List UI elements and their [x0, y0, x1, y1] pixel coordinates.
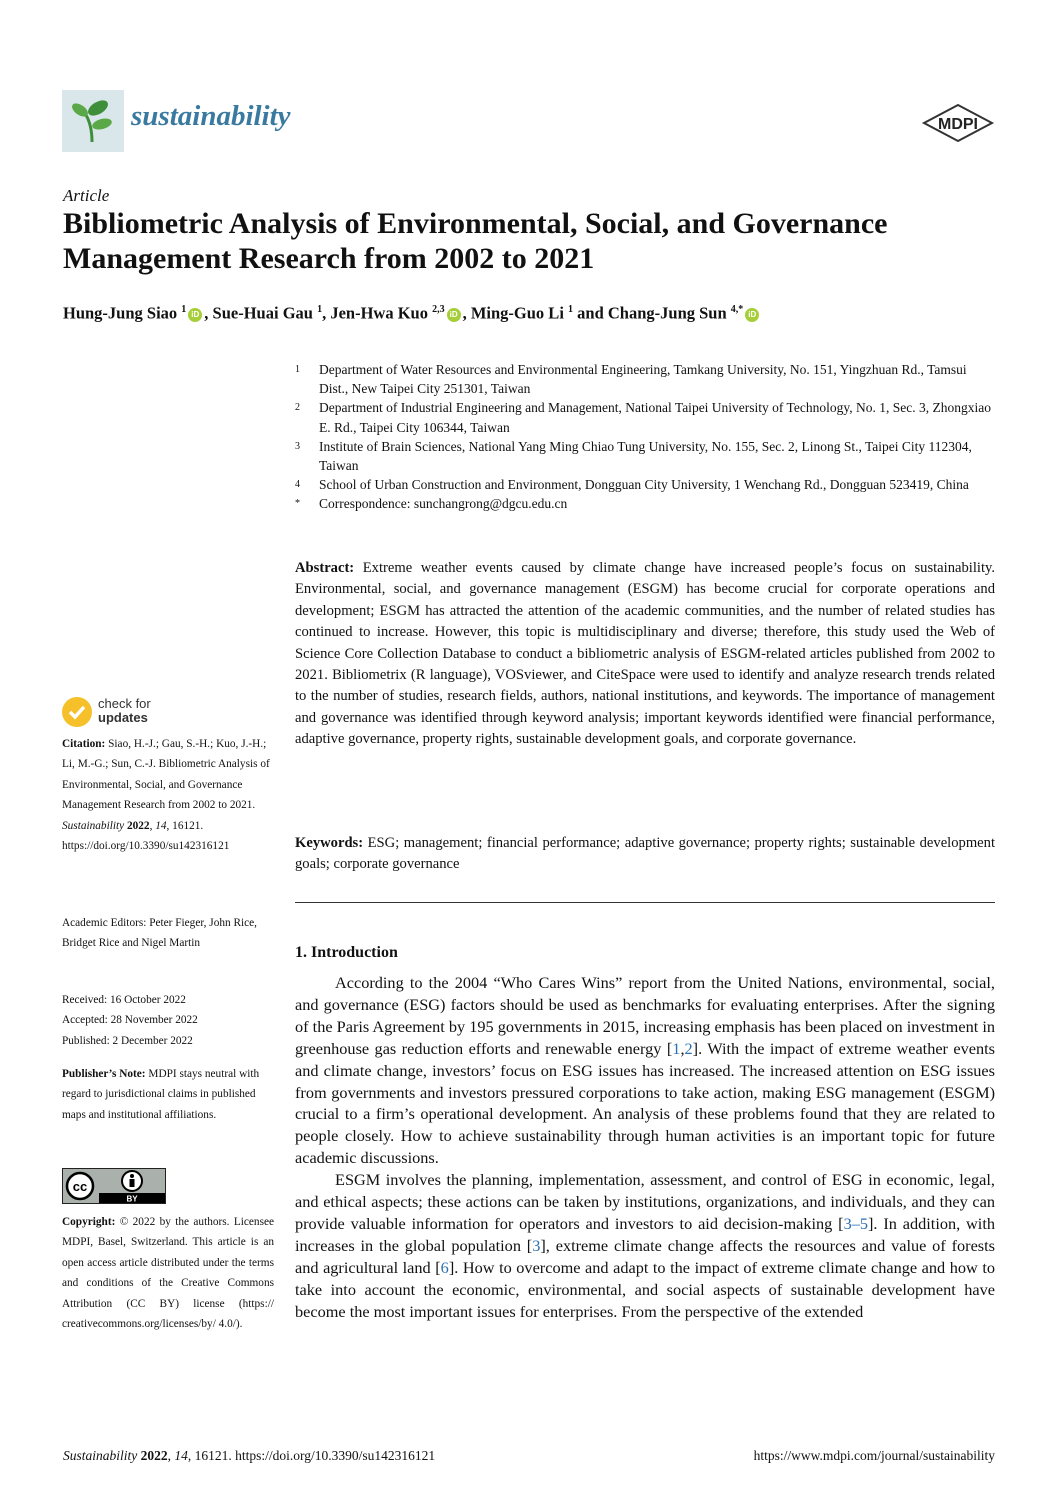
correspondence: [295, 494, 995, 513]
footer-year: 2022: [140, 1448, 168, 1463]
text-run: According to the 2004 “Who Cares Wins” report from the United Nations, environmental, social, and governance (ESG) factors should be used as benchmarks for evaluating enterprises. After the signing of the Paris Agreement by 195 governments in 2015, increasing emphasis has been placed on investment in greenhouse gas reduction efforts and renewable energy [: [295, 973, 995, 1058]
citation-volume: 14: [155, 819, 167, 832]
abstract-label: Abstract:: [295, 560, 355, 576]
copyright-notice: [62, 1212, 274, 1334]
author-sup: 4,*: [730, 304, 744, 315]
svg-text:cc: cc: [72, 1179, 88, 1194]
citation-doi[interactable]: , 16121. https://doi.org/10.3390/su142316121: [62, 819, 230, 853]
footer-journal: Sustainability: [63, 1448, 138, 1463]
check-line-1: check for: [98, 696, 151, 711]
affiliation: [295, 475, 995, 494]
author-list: Hung-Jung Siao $^1$ iD , Sue-Huai Gau $^1$, Jen-Hwa Kuo $^{2,3}$ iD , Ming-Guo Li $^1$ and Chang-Jung Sun $^{4,*}$ iD: [63, 299, 1003, 325]
correspondence-text[interactable]: Correspondence: sunchangrong@dgcu.edu.cn: [319, 496, 568, 512]
cc-by-license-badge[interactable]: [62, 1168, 166, 1204]
citation-text: Siao, H.-J.; Gau, S.-H.; Kuo, J.-H.; Li, M.-G.; Sun, C.-J. Bibliometric Analysis of Environmental, Social, and Governance Management Research from 2002 to 2021.: [62, 738, 270, 812]
leaf-icon: [62, 90, 124, 152]
affiliation-text: Institute of Brain Sciences, National Yang Ming Chiao Tung University, No. 155, Sec. 2, Linong St., Taipei City 112304, Taiwan: [319, 438, 972, 474]
mdpi-logo[interactable]: [921, 103, 995, 143]
affiliation-number: 4: [295, 479, 300, 491]
citation-link[interactable]: 6: [440, 1257, 449, 1277]
keywords: [295, 833, 995, 876]
affiliation-text: School of Urban Construction and Environment, Dongguan City University, 1 Wenchang Rd., Dongguan 523419, China: [319, 477, 969, 493]
footer-journal-url[interactable]: https://www.mdpi.com/journal/sustainability: [753, 1448, 995, 1463]
article-type: Article: [63, 186, 110, 205]
journal-name[interactable]: sustainability: [131, 100, 291, 132]
accepted-date: Accepted: 28 November 2022: [62, 1014, 198, 1027]
affiliation: [295, 360, 995, 398]
citation-link[interactable]: 3–5: [843, 1213, 869, 1233]
author-sup: 1: [181, 304, 187, 315]
text-run: ]. How to overcome and adapt to the impact of extreme climate change and how to take into account the economic, environmental, and social aspects of sustainable development have become the most important issues for enterprises. From the perspective of the extended: [295, 1257, 995, 1321]
author-name[interactable]: Ming-Guo Li: [470, 303, 564, 323]
orcid-icon[interactable]: iD: [447, 308, 461, 322]
text-run: ]. In addition, with increases in the global population [: [295, 1213, 995, 1255]
orcid-icon[interactable]: iD: [745, 308, 759, 322]
academic-editors: Academic Editors: Peter Fieger, John Rice, Bridget Rice and Nigel Martin: [62, 917, 257, 950]
author-name[interactable]: Sue-Huai Gau: [212, 303, 313, 323]
copyright-text: © 2022 by the authors. Licensee MDPI, Basel, Switzerland. This article is an open access article distributed under the terms and conditions of the Creative Commons Attribution (CC BY) license (https:// creativecommons.org/licenses/by/ 4.0/).: [62, 1216, 274, 1331]
text-run: ], extreme climate change affects the resources and value of forests and agricultural land [: [295, 1235, 996, 1277]
affiliation-number: *: [295, 498, 300, 510]
author-sup: 1: [568, 304, 574, 315]
citation-link[interactable]: 2: [684, 1038, 693, 1058]
paragraph: [295, 1169, 995, 1322]
check-for-updates-button[interactable]: [62, 697, 212, 729]
author-sup: 2,3: [432, 304, 445, 315]
keywords-text: ESG; management; financial performance; adaptive governance; property rights; sustainable development goals; corporate governance: [295, 835, 995, 873]
author-name[interactable]: Chang-Jung Sun: [607, 303, 727, 323]
publisher-note-text: MDPI stays neutral with regard to jurisdictional claims in published maps and institutional affiliations.: [62, 1068, 260, 1121]
check-for-updates-label: [98, 697, 151, 725]
affiliation-text: Department of Industrial Engineering and Management, National Taipei University of Technology, No. 1, Sec. 3, Zhongxiao E. Rd., Taipei City 106344, Taiwan: [319, 400, 991, 435]
footer-citation: Sustainability 2022, 14, 16121. https://doi.org/10.3390/su142316121: [63, 1448, 436, 1463]
section-heading: 1. Introduction: [295, 944, 398, 961]
section-divider: [295, 902, 995, 903]
citation-block: Citation: Siao, H.-J.; Gau, S.-H.; Kuo, J.-H.; Li, M.-G.; Sun, C.-J. Bibliometric Analysis of Environmental, Social, and Governance Management Research from 2002 to 2021. Sustainability 2022, 14, 16121. https://doi.org/10.3390/su142316121: [62, 738, 270, 853]
journal-logo: [62, 90, 124, 152]
footer-doi[interactable]: , 16121. https://doi.org/10.3390/su142316121: [187, 1448, 436, 1463]
received-date: Received: 16 October 2022: [62, 994, 186, 1006]
paper-title: Bibliometric Analysis of Environmental, Social, and Governance Management Research from 2002 to 2021: [63, 207, 888, 275]
citation-label: Citation:: [62, 738, 106, 750]
dates-block: [62, 990, 274, 1051]
keywords-label: Keywords:: [295, 835, 364, 851]
affiliation: [295, 437, 995, 475]
abstract-text: Extreme weather events caused by climate change have increased people’s focus on sustainability. Environmental, social, and governance management (ESGM) has become crucial for corporate operations and development; ESGM has attracted the attention of the academic communities, and the number of related studies has continued to increase. However, this topic is multidisciplinary and diverse; therefore, this study used the Web of Science Core Collection Database to conduct a bibliometric analysis of ESGM-related articles published from 2002 to 2021. Bibliometrix (R language), VOSviewer, and CiteSpace were used to identify and analyze research trends related to the number of studies, research fields, authors, national institutions, and keywords. The importance of management and governance was identified through keyword analysis; important keywords identified were financial performance, adaptive governance, property rights, sustainable development goals, and corporate governance.: [295, 560, 996, 748]
affiliation-number: 3: [295, 440, 300, 452]
citation-link[interactable]: 3: [532, 1235, 541, 1255]
citation-journal: Sustainability: [62, 819, 125, 832]
check-line-2: updates: [98, 710, 148, 725]
publisher-note: [62, 1064, 274, 1125]
cc-by-text: BY: [126, 1194, 138, 1203]
footer-volume: 14: [174, 1448, 188, 1463]
publisher-text: MDPI: [938, 116, 978, 133]
author-sup: 1: [317, 304, 323, 315]
introduction-body: [295, 972, 995, 1323]
published-date: Published: 2 December 2022: [62, 1034, 193, 1047]
affiliation-number: 2: [295, 402, 300, 414]
text-run: ]. With the impact of extreme weather events and climate change, investors’ focus on ESG issues has increased. The increased attention on ESG issues from governments and investors pressured corporations to take action, making ESG management (ESGM) crucial to a firm’s operational development. An analysis of these problems found that they are related to people closely. How to achieve sustainability through human activities is an important topic for future academic discussions.: [295, 1038, 995, 1168]
affiliations: [295, 360, 995, 514]
check-icon: [62, 697, 92, 727]
citation-year: 2022: [126, 819, 150, 832]
publisher-note-label: Publisher’s Note:: [62, 1068, 146, 1080]
orcid-icon[interactable]: iD: [188, 308, 202, 322]
citation-link[interactable]: 1: [672, 1038, 681, 1058]
author-name[interactable]: Jen-Hwa Kuo: [330, 303, 428, 323]
abstract: [295, 558, 995, 751]
paragraph: According to the 2004 “Who Cares Wins” report from the United Nations, environmental, social, and governance (ESG) factors should be used as benchmarks for evaluating enterprises. After the signing of the Paris Agreement by 195 governments in 2015, increasing emphasis has been placed on investment in greenhouse gas reduction efforts and renewable energy [1,2]. With the impact of extreme weather events and climate change, investors’ focus on ESG issues has increased. The increased attention on ESG issues from governments and investors pressured corporations to take action, making ESG management (ESGM) crucial to a firm’s operational development. An analysis of these problems found that they are related to people closely. How to achieve sustainability through human activities is an important topic for future academic discussions.: [295, 973, 995, 1168]
affiliation-text: Department of Water Resources and Environmental Engineering, Tamkang University, No. 151, Yingzhuan Rd., Tamsui Dist., New Taipei City 251301, Taiwan: [319, 362, 967, 397]
affiliation-number: 1: [295, 364, 300, 375]
text-run: ESGM involves the planning, implementation, assessment, and control of ESG in economic, legal, and ethical aspects; these actions can be taken by institutions, organizations, and individuals, and they can provide valuable information for operators and investors to aid decision-making [: [295, 1170, 995, 1233]
author-name[interactable]: Hung-Jung Siao: [63, 303, 178, 323]
copyright-label: Copyright:: [62, 1216, 116, 1228]
affiliation: [295, 398, 995, 436]
